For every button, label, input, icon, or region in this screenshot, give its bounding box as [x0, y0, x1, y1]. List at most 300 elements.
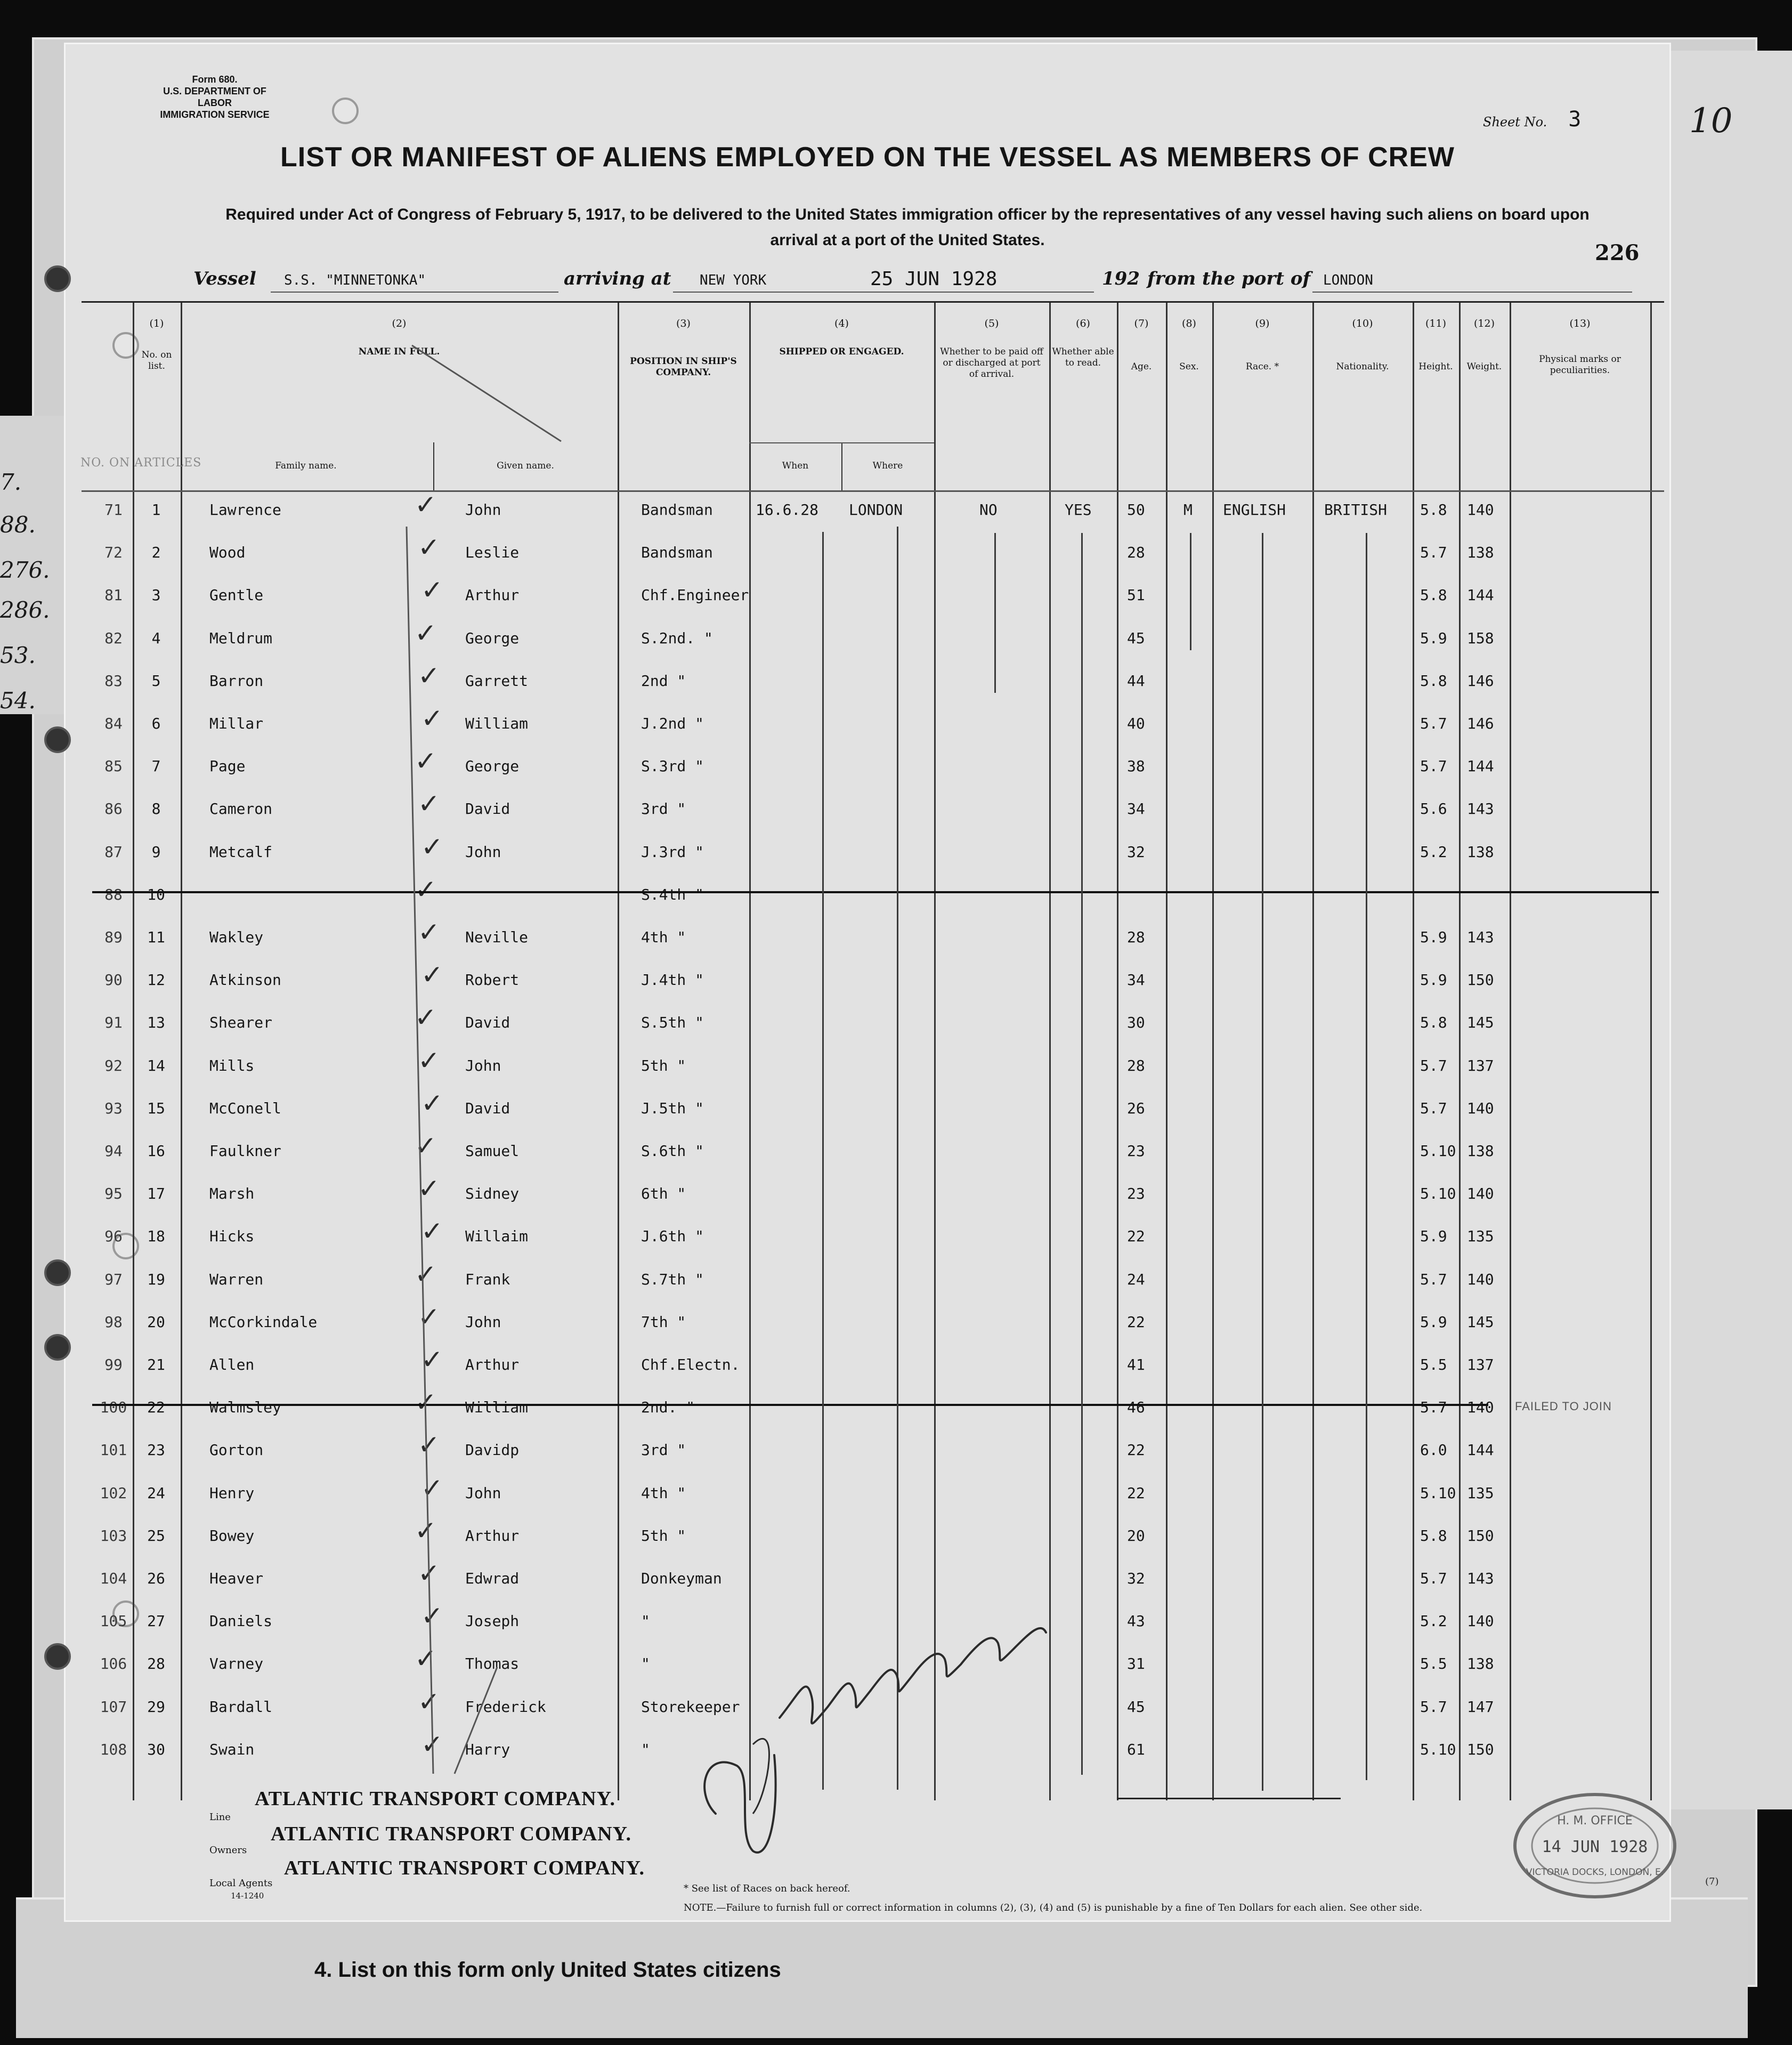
given-name: Frank	[465, 1270, 510, 1288]
height: 5.5	[1420, 1356, 1447, 1373]
checkmark-icon: ✓	[418, 1686, 440, 1717]
margin-note: 7.	[0, 469, 22, 495]
height: 5.7	[1420, 544, 1447, 562]
checkmark-icon: ✓	[421, 575, 443, 606]
given-name: Robert	[465, 971, 520, 989]
height: 5.7	[1420, 1698, 1447, 1716]
position: Chf.Electn.	[641, 1356, 740, 1373]
column-header-age: Age.	[1131, 361, 1152, 372]
column-header-position: POSITION IN SHIP'S COMPANY.	[630, 356, 737, 378]
article-number: 97	[104, 1270, 123, 1288]
position: J.5th "	[641, 1099, 704, 1117]
height: 5.9	[1420, 1227, 1447, 1246]
checkmark-icon: ✓	[421, 1601, 443, 1632]
family-name: Atkinson	[209, 971, 281, 989]
checkmark-icon: ✓	[418, 660, 440, 691]
family-name: Bardall	[209, 1698, 273, 1716]
position: 7th "	[641, 1313, 686, 1331]
vessel-name: S.S. "MINNETONKA"	[284, 272, 426, 288]
owners-company: ATLANTIC TRANSPORT COMPANY.	[271, 1823, 632, 1845]
list-number: 29	[147, 1698, 165, 1716]
article-number: 89	[104, 928, 123, 946]
ditto-line	[1081, 533, 1083, 1775]
family-name: Heaver	[209, 1570, 264, 1587]
column-header-sex: Sex.	[1179, 361, 1199, 372]
article-number: 108	[100, 1740, 127, 1758]
age: 51	[1127, 586, 1145, 604]
family-name: Faulkner	[209, 1142, 281, 1160]
list-number: 3	[151, 586, 161, 604]
checkmark-icon: ✓	[421, 1472, 443, 1504]
weight: 158	[1467, 629, 1494, 647]
position: S.5th "	[641, 1014, 704, 1032]
age: 34	[1127, 971, 1145, 989]
weight: 150	[1467, 971, 1494, 989]
nationality: BRITISH	[1324, 501, 1388, 519]
margin-note: 53.	[0, 642, 36, 668]
position: 6th "	[641, 1185, 686, 1203]
list-number: 8	[151, 800, 161, 818]
family-name: Gentle	[209, 586, 264, 604]
age: 22	[1127, 1227, 1145, 1246]
given-name: Leslie	[465, 544, 520, 562]
height: 5.7	[1420, 1570, 1447, 1587]
article-number: 71	[104, 501, 123, 519]
column-header-where: Where	[872, 460, 903, 471]
position: 5th "	[641, 1526, 686, 1545]
list-number: 4	[151, 629, 161, 647]
family-name: Cameron	[209, 800, 273, 818]
margin-note: 88.	[0, 512, 36, 538]
age: 38	[1127, 757, 1145, 775]
given-name: Edwrad	[465, 1570, 520, 1587]
list-number: 5	[151, 672, 161, 690]
age: 46	[1127, 1399, 1145, 1417]
list-number: 2	[151, 544, 161, 562]
column-header-given-name: Given name.	[497, 460, 554, 471]
height: 5.10	[1420, 1142, 1456, 1160]
article-number: 81	[104, 586, 123, 604]
column-number: (12)	[1473, 318, 1495, 329]
stamp-line-2: 14 JUN 1928	[1542, 1838, 1648, 1856]
position: J.6th "	[641, 1227, 704, 1246]
article-number: 95	[104, 1185, 123, 1203]
family-name: Walmsley	[209, 1399, 281, 1417]
family-name: McConell	[209, 1099, 281, 1117]
position: S.7th "	[641, 1270, 704, 1288]
arriving-port: NEW YORK	[700, 272, 767, 288]
given-name: Samuel	[465, 1142, 520, 1160]
weight: 138	[1467, 544, 1494, 562]
article-number: 99	[104, 1356, 123, 1373]
remark: FAILED TO JOIN	[1515, 1400, 1612, 1413]
checkmark-icon: ✓	[421, 1728, 443, 1760]
position: 3rd "	[641, 800, 686, 818]
weight: 140	[1467, 1270, 1494, 1288]
margin-note-top-right: 10	[1689, 101, 1733, 141]
article-number: 106	[100, 1655, 127, 1673]
position: S.6th "	[641, 1142, 704, 1160]
list-number: 17	[147, 1185, 165, 1203]
given-name: George	[465, 757, 520, 775]
family-name: Henry	[209, 1484, 255, 1502]
height: 5.10	[1420, 1185, 1456, 1203]
age: 45	[1127, 1698, 1145, 1716]
given-name: William	[465, 1399, 529, 1417]
height: 5.8	[1420, 1014, 1447, 1032]
weight: 138	[1467, 1655, 1494, 1673]
family-name: Gorton	[209, 1441, 264, 1459]
form-identifier: Form 680. U.S. DEPARTMENT OF LABOR IMMIGRATION SERVICE	[160, 74, 270, 120]
family-name: Shearer	[209, 1014, 273, 1032]
position: 2nd "	[641, 672, 686, 690]
family-name: Allen	[209, 1356, 255, 1373]
list-number: 24	[147, 1484, 165, 1502]
age: 40	[1127, 715, 1145, 732]
checkmark-icon: ✓	[415, 1515, 437, 1546]
given-name: David	[465, 1099, 510, 1117]
position: S.4th "	[641, 885, 704, 903]
weight: 144	[1467, 757, 1494, 775]
checkmark-icon: ✓	[421, 831, 443, 862]
ditto-line	[994, 533, 996, 693]
age: 32	[1127, 1570, 1145, 1587]
age: 22	[1127, 1484, 1145, 1502]
height: 5.8	[1420, 586, 1447, 604]
arrival-date-stamp: 25 JUN 1928	[870, 268, 998, 290]
checkmark-icon: ✓	[421, 1344, 443, 1375]
column-number: (13)	[1569, 318, 1591, 329]
article-number: 84	[104, 715, 123, 732]
given-name: Davidp	[465, 1441, 520, 1459]
age: 44	[1127, 672, 1145, 690]
column-number: (3)	[676, 318, 691, 329]
column-number: (8)	[1182, 318, 1196, 329]
given-name: Frederick	[465, 1698, 546, 1716]
weight: 140	[1467, 1185, 1494, 1203]
position: Chf.Engineer	[641, 586, 749, 604]
article-number: 86	[104, 800, 123, 818]
punch-hole	[44, 1259, 71, 1286]
column-header-shipped: SHIPPED OR ENGAGED.	[779, 346, 904, 357]
ditto-line	[1190, 533, 1191, 650]
column-header-family-name: Family name.	[275, 460, 337, 471]
weight: 140	[1467, 501, 1494, 519]
column-header-physical-marks: Physical marks or peculiarities.	[1539, 354, 1621, 376]
punch-hole	[44, 1334, 71, 1361]
list-number: 11	[147, 928, 165, 946]
given-name: Arthur	[465, 1526, 520, 1545]
checkmark-icon: ✓	[415, 617, 437, 649]
article-number: 87	[104, 843, 123, 861]
list-number: 14	[147, 1056, 165, 1074]
height: 6.0	[1420, 1441, 1447, 1459]
age: 50	[1127, 501, 1145, 519]
column-number: (11)	[1425, 318, 1446, 329]
column-number: (9)	[1255, 318, 1270, 329]
height: 5.8	[1420, 1526, 1447, 1545]
height: 5.7	[1420, 757, 1447, 775]
weight: 137	[1467, 1056, 1494, 1074]
age: 45	[1127, 629, 1145, 647]
family-name: Swain	[209, 1740, 255, 1758]
punch-hole	[332, 98, 359, 124]
list-number: 1	[151, 501, 161, 519]
list-number: 27	[147, 1612, 165, 1630]
height: 5.6	[1420, 800, 1447, 818]
family-name: Lawrence	[209, 501, 281, 519]
height: 5.8	[1420, 501, 1447, 519]
given-name: George	[465, 629, 520, 647]
family-name: Wakley	[209, 928, 264, 946]
bottom-instruction: 4. List on this form only United States citizens	[314, 1958, 781, 1982]
checkmark-icon: ✓	[415, 489, 437, 520]
position: Bandsman	[641, 501, 713, 519]
article-number: 88	[104, 885, 123, 903]
stamp-line-3: VICTORIA DOCKS, LONDON, E.	[1526, 1867, 1664, 1878]
weight: 150	[1467, 1526, 1494, 1545]
given-name: David	[465, 800, 510, 818]
column-number: (6)	[1076, 318, 1090, 329]
sheet-number: Sheet No. 3	[1483, 107, 1582, 132]
total-rule	[1117, 1798, 1341, 1799]
position: J.4th "	[641, 971, 704, 989]
height: 5.10	[1420, 1484, 1456, 1502]
height: 5.2	[1420, 1612, 1447, 1630]
column-header-no: No. on list.	[141, 350, 172, 371]
checkmark-icon: ✓	[421, 1087, 443, 1119]
year-label: 192	[1102, 268, 1140, 289]
column-header-name: NAME IN FULL.	[358, 346, 440, 357]
race: ENGLISH	[1223, 501, 1286, 519]
family-name: Mills	[209, 1056, 255, 1074]
from-port: LONDON	[1323, 272, 1373, 288]
article-number: 94	[104, 1142, 123, 1160]
article-number: 98	[104, 1313, 123, 1331]
arriving-label: arriving at	[564, 268, 671, 289]
height: 5.9	[1420, 629, 1447, 647]
height: 5.10	[1420, 1740, 1456, 1758]
article-number: 101	[100, 1441, 127, 1459]
given-name: John	[465, 843, 501, 861]
form-code: 14-1240	[231, 1891, 264, 1901]
checkmark-icon: ✓	[418, 1173, 440, 1205]
column-number: (1)	[149, 318, 164, 329]
position: 3rd "	[641, 1441, 686, 1459]
article-number: 103	[100, 1526, 127, 1545]
age: 30	[1127, 1014, 1145, 1032]
checkmark-icon: ✓	[415, 1130, 437, 1161]
given-name: Arthur	[465, 586, 520, 604]
position: Bandsman	[641, 544, 713, 562]
height: 5.9	[1420, 1313, 1447, 1331]
sex: M	[1183, 501, 1193, 519]
weight: 137	[1467, 1356, 1494, 1373]
article-number: 102	[100, 1484, 127, 1502]
line-company: ATLANTIC TRANSPORT COMPANY.	[255, 1788, 616, 1810]
list-number: 18	[147, 1227, 165, 1246]
age: 31	[1127, 1655, 1145, 1673]
punch-hole	[44, 726, 71, 753]
list-number: 12	[147, 971, 165, 989]
checkmark-icon: ✓	[415, 874, 437, 905]
column-header-race: Race. *	[1245, 361, 1279, 372]
height: 5.8	[1420, 672, 1447, 690]
list-number: 19	[147, 1270, 165, 1288]
column-header-nationality: Nationality.	[1336, 361, 1389, 372]
position: 4th "	[641, 1484, 686, 1502]
family-name: Marsh	[209, 1185, 255, 1203]
checkmark-icon: ✓	[418, 1045, 440, 1076]
family-name: Hicks	[209, 1227, 255, 1246]
column-header-when: When	[782, 460, 809, 471]
age: 22	[1127, 1441, 1145, 1459]
margin-note: 54.	[0, 688, 36, 714]
vessel-label: Vessel	[193, 268, 256, 289]
paid-off: NO	[979, 501, 998, 519]
given-name: Thomas	[465, 1655, 520, 1673]
height: 5.7	[1420, 1270, 1447, 1288]
article-number: 96	[104, 1227, 123, 1246]
column-number: (2)	[392, 318, 407, 329]
weight: 144	[1467, 586, 1494, 604]
able-to-read: YES	[1065, 501, 1092, 519]
checkmark-icon: ✓	[415, 1387, 437, 1418]
column-header-read: Whether able to read.	[1052, 346, 1114, 368]
list-number: 7	[151, 757, 161, 775]
height: 5.7	[1420, 1399, 1447, 1417]
page-number: 226	[1595, 240, 1640, 265]
list-number: 16	[147, 1142, 165, 1160]
height: 5.5	[1420, 1655, 1447, 1673]
punch-hole	[44, 1643, 71, 1670]
agents-label: Local Agents	[209, 1878, 273, 1889]
list-number: 22	[147, 1399, 165, 1417]
office-stamp	[1507, 1787, 1683, 1904]
article-number: 91	[104, 1014, 123, 1032]
article-number: 82	[104, 629, 123, 647]
family-name: Millar	[209, 715, 264, 732]
given-name: Arthur	[465, 1356, 520, 1373]
article-number: 105	[100, 1612, 127, 1630]
age: 23	[1127, 1142, 1145, 1160]
list-number: 25	[147, 1526, 165, 1545]
weight: 143	[1467, 1570, 1494, 1587]
family-name: Barron	[209, 672, 264, 690]
owners-label: Owners	[209, 1845, 247, 1856]
checkmark-icon: ✓	[418, 532, 440, 563]
article-number: 107	[100, 1698, 127, 1716]
given-name: David	[465, 1014, 510, 1032]
column-header-articles: NO. ON ARTICLES	[80, 456, 202, 470]
checkmark-icon: ✓	[418, 1558, 440, 1589]
age: 28	[1127, 1056, 1145, 1074]
weight: 150	[1467, 1740, 1494, 1758]
list-number: 13	[147, 1014, 165, 1032]
given-name: John	[465, 501, 501, 519]
checkmark-icon: ✓	[418, 788, 440, 820]
column-number: (5)	[984, 318, 999, 329]
weight: 138	[1467, 1142, 1494, 1160]
weight: 147	[1467, 1698, 1494, 1716]
age: 22	[1127, 1313, 1145, 1331]
penalty-note: NOTE.—Failure to furnish full or correct information in columns (2), (3), (4) and (5) is punishable by a fine of Ten Dollars for each alien. See other side.	[684, 1902, 1423, 1913]
checkmark-icon: ✓	[415, 1258, 437, 1290]
family-name: Meldrum	[209, 629, 273, 647]
article-number: 92	[104, 1056, 123, 1074]
page-title: LIST OR MANIFEST OF ALIENS EMPLOYED ON THE VESSEL AS MEMBERS OF CREW	[280, 142, 1455, 173]
weight: 145	[1467, 1014, 1494, 1032]
position: Donkeyman	[641, 1570, 722, 1587]
given-name: Joseph	[465, 1612, 520, 1630]
age: 34	[1127, 800, 1145, 818]
article-number: 93	[104, 1099, 123, 1117]
family-name: Wood	[209, 544, 246, 562]
family-name: Metcalf	[209, 843, 273, 861]
from-label: from the port of	[1147, 268, 1311, 289]
column-number: (7)	[1134, 318, 1149, 329]
list-number: 30	[147, 1740, 165, 1758]
given-name: Willaim	[465, 1227, 529, 1246]
checkmark-icon: ✓	[421, 703, 443, 734]
family-name: McCorkindale	[209, 1313, 318, 1331]
checkmark-icon: ✓	[415, 746, 437, 777]
height: 5.2	[1420, 843, 1447, 861]
margin-note: 276.	[0, 557, 50, 583]
position: 5th "	[641, 1056, 686, 1074]
weight: 145	[1467, 1313, 1494, 1331]
position: S.2nd. "	[641, 629, 713, 647]
height: 5.9	[1420, 928, 1447, 946]
weight: 135	[1467, 1227, 1494, 1246]
checkmark-icon: ✓	[415, 1643, 437, 1675]
article-number: 104	[100, 1570, 127, 1587]
shipped-when: 16.6.28	[756, 501, 819, 519]
weight: 140	[1467, 1399, 1494, 1417]
article-number: 85	[104, 757, 123, 775]
list-number: 21	[147, 1356, 165, 1373]
age: 43	[1127, 1612, 1145, 1630]
age: 61	[1127, 1740, 1145, 1758]
age: 23	[1127, 1185, 1145, 1203]
handwritten-signature	[673, 1515, 1078, 1878]
manifest-sheet	[64, 43, 1671, 1922]
family-name: Page	[209, 757, 246, 775]
line-label: Line	[209, 1812, 231, 1823]
column-header-weight: Weight.	[1466, 361, 1502, 372]
races-note: * See list of Races on back hereof.	[684, 1883, 850, 1894]
list-number: 15	[147, 1099, 165, 1117]
age: 26	[1127, 1099, 1145, 1117]
column-rule	[1510, 303, 1511, 1800]
age: 24	[1127, 1270, 1145, 1288]
column-header-paid-off: Whether to be paid off or discharged at port of arrival.	[940, 346, 1043, 379]
position: "	[641, 1612, 650, 1630]
position: 2nd. "	[641, 1399, 695, 1417]
position: J.2nd "	[641, 715, 704, 732]
age: 41	[1127, 1356, 1145, 1373]
article-number: 90	[104, 971, 123, 989]
height: 5.7	[1420, 1056, 1447, 1074]
weight: 143	[1467, 928, 1494, 946]
weight: 144	[1467, 1441, 1494, 1459]
list-number: 10	[147, 885, 165, 903]
list-number: 6	[151, 715, 161, 732]
column-number: (4)	[834, 318, 849, 329]
checkmark-icon: ✓	[421, 959, 443, 991]
article-number: 100	[100, 1399, 127, 1417]
given-name: Neville	[465, 928, 529, 946]
